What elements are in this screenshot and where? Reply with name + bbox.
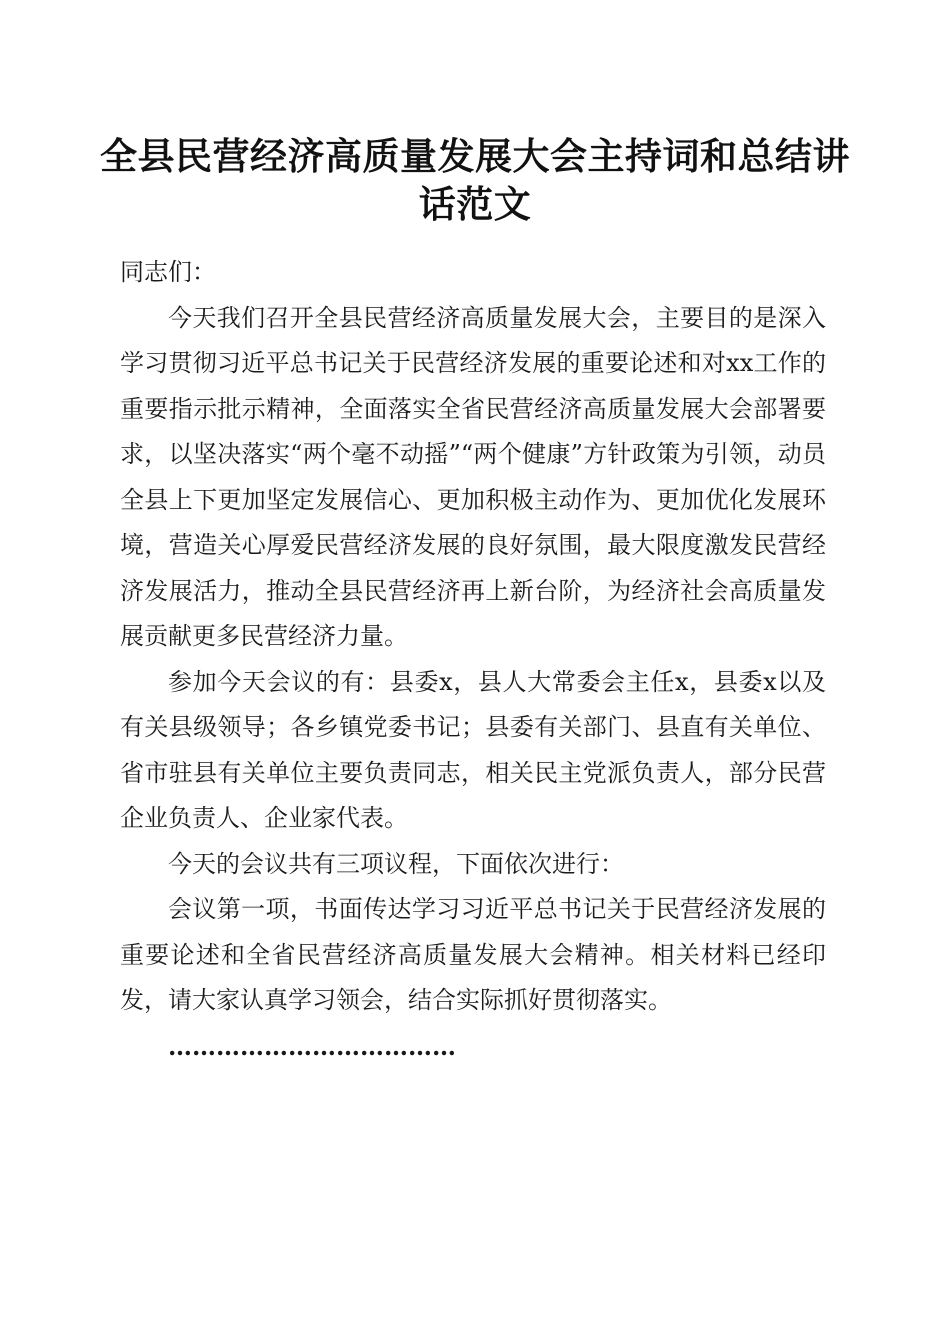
salutation: 同志们： [120, 258, 216, 286]
paragraph-item-one: 会议第一项，书面传达学习习近平总书记关于民营经济发展的重要论述和全省民营经济高质量发展大会精神。相关材料已经印发，请大家认真学习领会，结合实际抓好贯彻落实。 [120, 895, 826, 1014]
continuation-ellipsis: ……………………………… [168, 1031, 456, 1061]
paragraph-opening: 今天我们召开全县民营经济高质量发展大会，主要目的是深入学习贯彻习近平总书记关于民营经济发展的重要论述和对xx工作的重要指示批示精神，全面落实全省民营经济高质量发展大会部署要求，以坚决落实“两个毫不动摇”“两个健康”方针政策为引领，动员全县上下更加坚定发展信心、更加积极主动作为、更加优化发展环境，营造关心厚爱民营经济发展的良好氛围，最大限度激发民营经济发展活力，推动全县民营经济再上新台阶，为经济社会高质量发展贡献更多民营经济力量。 [120, 303, 826, 650]
paragraph-agenda: 今天的会议共有三项议程，下面依次进行： [168, 849, 624, 878]
document-body [120, 250, 826, 1069]
document-title: 全县民营经济高质量发展大会主持词和总结讲话范文 [100, 134, 850, 226]
paragraph-attendees: 参加今天会议的有：县委x，县人大常委会主任x，县委x以及有关县级领导；各乡镇党委书记；县委有关部门、县直有关单位、省市驻县有关单位主要负责同志，相关民主党派负责人，部分民营企业负责人、企业家代表。 [120, 667, 826, 832]
